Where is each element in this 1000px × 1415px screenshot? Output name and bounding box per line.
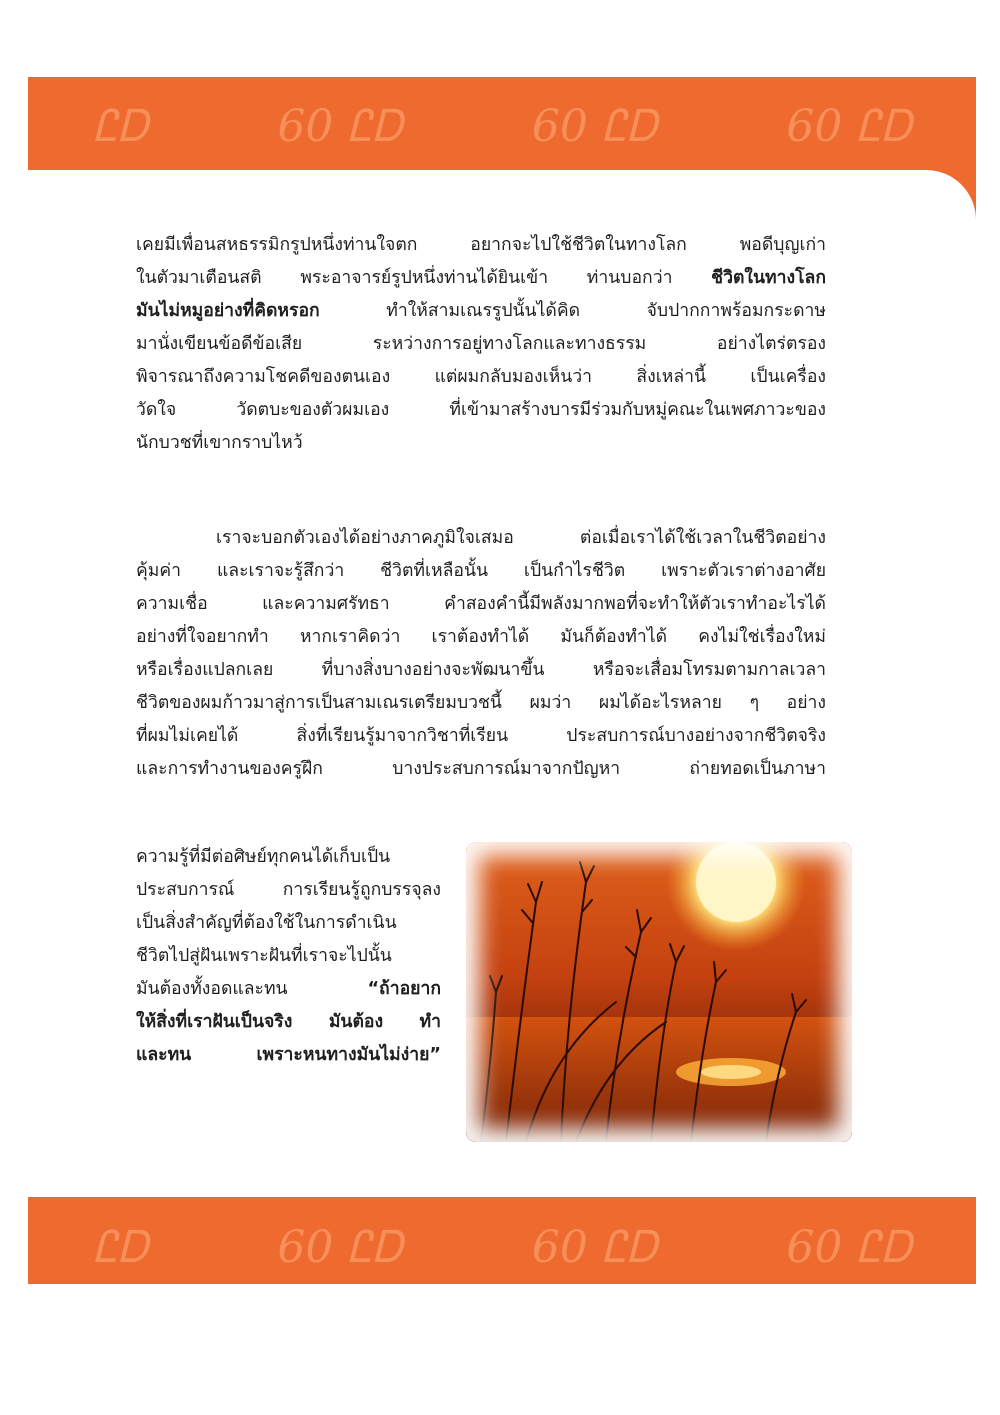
text-line: [136, 1039, 441, 1072]
watermark-logo: 60 ᏝᎠ: [531, 101, 657, 152]
text-line: นักบวชที่เขากราบไหว้: [136, 433, 303, 453]
bold-quote: ให้สิ่งที่เราฝันเป็นจริง มันต้อง ทำ: [136, 1012, 441, 1032]
text-line: ความเชื่อ และความศรัทธา คำสองคำนี้มีพลังมากพอที่จะทำให้ตัวเราทำอะไรได้: [136, 594, 826, 614]
text-line: ที่ผมไม่เคยได้ สิ่งที่เรียนรู้มาจากวิชาที่เรียน ประสบการณ์บางอย่างจากชีวิตจริง: [136, 726, 826, 746]
text-line: หรือเรื่องแปลกเลย ที่บางสิ่งบางอย่างจะพัฒนาขึ้น หรือจะเสื่อมโทรมตามกาลเวลา: [136, 660, 826, 680]
text-line: เคยมีเพื่อนสหธรรมิกรูปหนึ่งท่านใจตก อยากจะไปใช้ชีวิตในทางโลก พอดีบุญเก่า: [136, 235, 826, 255]
watermark-logo: 60 ᏝᎠ: [786, 1222, 912, 1273]
bold-phrase: มันไม่หมูอย่างที่คิดหรอก: [136, 301, 320, 321]
text-run: ทำให้สามเณรรูปนั้นได้คิด จับปากกาพร้อมกระดาษ: [319, 301, 826, 321]
watermark-row-bottom: [28, 1222, 976, 1273]
sunset-grass-photo: [466, 842, 852, 1142]
text-line: เราจะบอกตัวเองได้อย่างภาคภูมิใจเสมอ ต่อเมื่อเราได้ใช้เวลาในชีวิตอย่าง: [216, 528, 826, 548]
paragraph-1: [136, 229, 826, 460]
text-line: และการทำงานของครูฝึก บางประสบการณ์มาจากปัญหา ถ่ายทอดเป็นภาษา: [136, 759, 826, 779]
watermark-logo: 60 ᏝᎠ: [531, 1222, 657, 1273]
watermark-logo: ᏝᎠ: [92, 101, 148, 152]
text-line: วัดใจ วัดตบะของตัวผมเอง ที่เข้ามาสร้างบารมีร่วมกับหมู่คณะในเพศภาวะของ: [136, 400, 826, 420]
text-line: เป็นสิ่งสำคัญที่ต้องใช้ในการดำเนิน: [136, 913, 397, 933]
text-line: [136, 262, 826, 295]
text-line: [136, 295, 826, 328]
watermark-logo: ᏝᎠ: [92, 1222, 148, 1273]
text-line: [136, 1006, 441, 1039]
bold-quote: “ถ้าอยาก: [367, 979, 441, 999]
watermark-logo: 60 ᏝᎠ: [786, 101, 912, 152]
text-line: [136, 973, 441, 1006]
text-line: ชีวิตของผมก้าวมาสู่การเป็นสามเณรเตรียมบวชนี้ ผมว่า ผมได้อะไรหลาย ๆ อย่าง: [136, 693, 826, 713]
text-line: มานั่งเขียนข้อดีข้อเสีย ระหว่างการอยู่ทางโลกและทางธรรม อย่างไตร่ตรอง: [136, 334, 826, 354]
text-run: มันต้องทั้งอดและทน: [136, 979, 368, 999]
watermark-row-top: [28, 101, 976, 152]
text-line: ชีวิตไปสู่ฝันเพราะฝันที่เราจะไปนั้น: [136, 946, 392, 966]
watermark-logo: 60 ᏝᎠ: [277, 101, 403, 152]
text-line: พิจารณาถึงความโชคดีของตนเอง แต่ผมกลับมองเห็นว่า สิ่งเหล่านี้ เป็นเครื่อง: [136, 367, 826, 387]
bold-quote: และทน เพราะหนทางมันไม่ง่าย”: [136, 1045, 441, 1065]
text-run: ในตัวมาเตือนสติ พระอาจารย์รูปหนึ่งท่านได้ยินเข้า ท่านบอกว่า: [136, 268, 712, 288]
bold-phrase: ชีวิตในทางโลก: [711, 268, 826, 288]
paragraph-3: [136, 841, 441, 1072]
watermark-logo: 60 ᏝᎠ: [277, 1222, 403, 1273]
paragraph-2: [136, 522, 826, 786]
text-line: คุ้มค่า และเราจะรู้สึกว่า ชีวิตที่เหลือนั้น เป็นกำไรชีวิต เพราะตัวเราต่างอาศัย: [136, 561, 826, 581]
text-line: ประสบการณ์ การเรียนรู้ถูกบรรจุลง: [136, 880, 441, 900]
sunset-illustration: [466, 842, 852, 1142]
text-line: ความรู้ที่มีต่อศิษย์ทุกคนได้เก็บเป็น: [136, 847, 391, 867]
text-line: อย่างที่ใจอยากทำ หากเราคิดว่า เราต้องทำได้ มันก็ต้องทำได้ คงไม่ใช่เรื่องใหม่: [136, 627, 826, 647]
